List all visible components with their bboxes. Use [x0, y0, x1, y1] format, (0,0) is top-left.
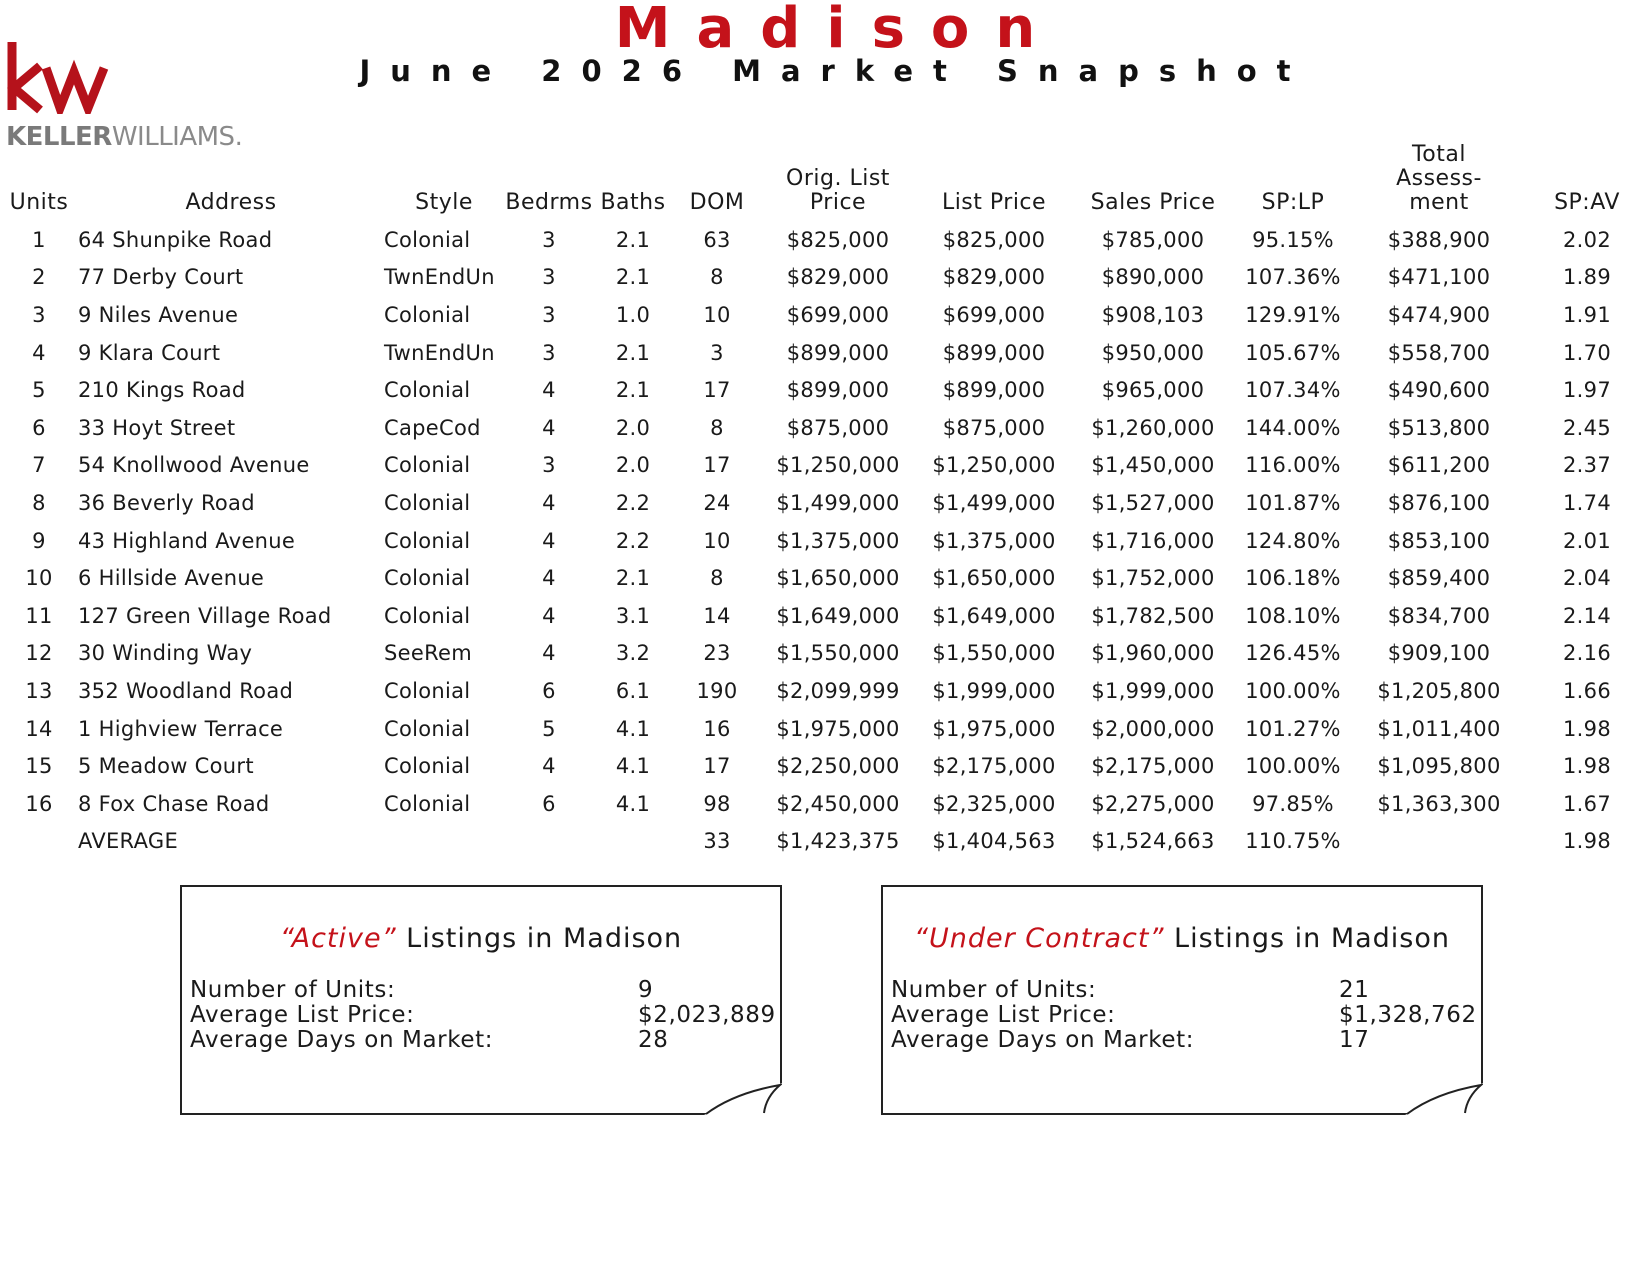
bedrooms-cell: 3 [542, 453, 556, 478]
style-cell: Colonial [384, 603, 471, 628]
list-price-cell: $2,325,000 [932, 791, 1056, 816]
orig-list-price-cell: $1,550,000 [776, 641, 900, 666]
active-listings-card [180, 885, 782, 1115]
list-price-cell: $829,000 [942, 265, 1046, 290]
list-price-cell: $1,999,000 [932, 678, 1056, 703]
list-price-cell: $1,975,000 [932, 716, 1056, 741]
sales-price-cell: $908,103 [1101, 302, 1205, 327]
total-assessment-cell: $611,200 [1387, 453, 1491, 478]
average-splp: 110.75% [1245, 829, 1341, 854]
unit-number-cell: 16 [25, 791, 53, 816]
style-cell: CapeCod [384, 415, 481, 440]
bedrooms-cell: 6 [542, 791, 556, 816]
baths-cell: 6.1 [615, 678, 651, 703]
baths-cell: 3.1 [615, 603, 651, 628]
total-assessment-cell: $471,100 [1387, 265, 1491, 290]
sales-price-cell: $890,000 [1101, 265, 1205, 290]
total-assessment-cell: $1,205,800 [1377, 678, 1501, 703]
sp-av-ratio-cell: 1.89 [1563, 265, 1611, 290]
bedrooms-cell: 4 [542, 415, 556, 440]
sales-price-cell: $1,450,000 [1091, 453, 1215, 478]
active-avg-dom-value: 28 [638, 1027, 669, 1053]
baths-cell: 2.2 [615, 490, 651, 515]
unit-number-cell: 8 [32, 490, 46, 515]
baths-cell: 2.1 [615, 265, 651, 290]
days-on-market-cell: 17 [703, 453, 731, 478]
style-cell: Colonial [384, 566, 471, 591]
table-row [0, 409, 1650, 447]
days-on-market-cell: 10 [703, 302, 731, 327]
baths-cell: 2.0 [615, 415, 651, 440]
list-price-cell: $1,250,000 [932, 453, 1056, 478]
active-units-label: Number of Units: [190, 977, 396, 1003]
unit-number-cell: 9 [32, 528, 46, 553]
orig-list-price-cell: $825,000 [786, 227, 890, 252]
list-price-cell: $899,000 [942, 378, 1046, 403]
baths-cell: 2.0 [615, 453, 651, 478]
orig-list-price-cell: $2,099,999 [776, 678, 900, 703]
sp-av-ratio-cell: 2.04 [1563, 566, 1611, 591]
table-row [0, 635, 1650, 673]
unit-number-cell: 1 [32, 227, 46, 252]
total-assessment-cell: $876,100 [1387, 490, 1491, 515]
sp-lp-ratio-cell: 105.67% [1245, 340, 1341, 365]
list-price-cell: $1,550,000 [932, 641, 1056, 666]
sp-av-ratio-cell: 2.37 [1563, 453, 1611, 478]
sp-av-ratio-cell: 2.14 [1563, 603, 1611, 628]
active-avg-list-value: $2,023,889 [638, 1002, 776, 1028]
orig-list-price-cell: $2,450,000 [776, 791, 900, 816]
total-assessment-cell: $474,900 [1387, 302, 1491, 327]
total-assessment-cell: $1,095,800 [1377, 754, 1501, 779]
sp-lp-ratio-cell: 144.00% [1245, 415, 1341, 440]
address-cell: 54 Knollwood Avenue [78, 453, 310, 478]
under-contract-avg-dom-value: 17 [1339, 1027, 1370, 1053]
unit-number-cell: 2 [32, 265, 46, 290]
sp-lp-ratio-cell: 101.87% [1245, 490, 1341, 515]
bedrooms-cell: 5 [542, 716, 556, 741]
bedrooms-cell: 3 [542, 340, 556, 365]
orig-list-price-cell: $1,649,000 [776, 603, 900, 628]
sp-lp-ratio-cell: 97.85% [1252, 791, 1334, 816]
sales-price-cell: $965,000 [1101, 378, 1205, 403]
bedrooms-cell: 4 [542, 754, 556, 779]
page-curl-icon [704, 1083, 782, 1115]
baths-cell: 2.1 [615, 227, 651, 252]
page-title: Madison [614, 0, 1062, 61]
unit-number-cell: 13 [25, 678, 53, 703]
under-contract-listings-card [881, 885, 1483, 1115]
sp-lp-ratio-cell: 108.10% [1245, 603, 1341, 628]
column-header: SP:AV [1554, 190, 1620, 215]
unit-number-cell: 14 [25, 716, 53, 741]
baths-cell: 3.2 [615, 641, 651, 666]
under-contract-title: “Under Contract” Listings in Madison [914, 923, 1450, 954]
days-on-market-cell: 17 [703, 378, 731, 403]
address-cell: 9 Niles Avenue [78, 302, 239, 327]
column-header: Units [9, 190, 69, 215]
total-assessment-cell: $909,100 [1387, 641, 1491, 666]
table-row [0, 710, 1650, 748]
active-avg-dom-label: Average Days on Market: [190, 1027, 494, 1053]
address-cell: 1 Highview Terrace [78, 716, 284, 741]
column-header: Total Assess-ment [1396, 142, 1482, 215]
days-on-market-cell: 3 [710, 340, 724, 365]
orig-list-price-cell: $2,250,000 [776, 754, 900, 779]
sp-lp-ratio-cell: 107.36% [1245, 265, 1341, 290]
sales-price-cell: $2,275,000 [1091, 791, 1215, 816]
sp-lp-ratio-cell: 107.34% [1245, 378, 1341, 403]
sp-av-ratio-cell: 1.74 [1563, 490, 1611, 515]
bedrooms-cell: 3 [542, 302, 556, 327]
sales-price-cell: $1,527,000 [1091, 490, 1215, 515]
style-cell: Colonial [384, 453, 471, 478]
days-on-market-cell: 24 [703, 490, 731, 515]
address-cell: 30 Winding Way [78, 641, 253, 666]
sales-price-cell: $950,000 [1101, 340, 1205, 365]
list-price-cell: $1,499,000 [932, 490, 1056, 515]
days-on-market-cell: 14 [703, 603, 731, 628]
total-assessment-cell: $859,400 [1387, 566, 1491, 591]
logo-wordmark: KELLERWILLIAMS. [6, 122, 243, 152]
average-label: AVERAGE [78, 829, 179, 854]
sp-av-ratio-cell: 2.01 [1563, 528, 1611, 553]
sp-lp-ratio-cell: 95.15% [1252, 227, 1334, 252]
unit-number-cell: 11 [25, 603, 53, 628]
bedrooms-cell: 4 [542, 641, 556, 666]
style-cell: Colonial [384, 678, 471, 703]
orig-list-price-cell: $899,000 [786, 340, 890, 365]
sales-price-cell: $1,960,000 [1091, 641, 1215, 666]
orig-list-price-cell: $875,000 [786, 415, 890, 440]
table-row [0, 447, 1650, 485]
under-contract-units-value: 21 [1339, 977, 1370, 1003]
address-cell: 8 Fox Chase Road [78, 791, 270, 816]
list-price-cell: $2,175,000 [932, 754, 1056, 779]
sales-price-cell: $1,752,000 [1091, 566, 1215, 591]
sp-lp-ratio-cell: 129.91% [1245, 302, 1341, 327]
table-row [0, 334, 1650, 372]
under-contract-units-label: Number of Units: [891, 977, 1097, 1003]
style-cell: Colonial [384, 227, 471, 252]
average-sales: $1,524,663 [1091, 829, 1215, 854]
days-on-market-cell: 10 [703, 528, 731, 553]
address-cell: 352 Woodland Road [78, 678, 294, 703]
total-assessment-cell: $513,800 [1387, 415, 1491, 440]
active-avg-list-label: Average List Price: [190, 1002, 415, 1028]
style-cell: Colonial [384, 791, 471, 816]
under-contract-avg-list-value: $1,328,762 [1339, 1002, 1477, 1028]
unit-number-cell: 4 [32, 340, 46, 365]
average-spav: 1.98 [1563, 829, 1611, 854]
column-header: List Price [941, 190, 1047, 215]
unit-number-cell: 7 [32, 453, 46, 478]
sp-lp-ratio-cell: 100.00% [1245, 678, 1341, 703]
style-cell: Colonial [384, 528, 471, 553]
column-header: Orig. List Price [786, 166, 890, 215]
sp-lp-ratio-cell: 126.45% [1245, 641, 1341, 666]
sales-price-cell: $2,175,000 [1091, 754, 1215, 779]
sales-price-cell: $1,782,500 [1091, 603, 1215, 628]
sales-price-cell: $1,260,000 [1091, 415, 1215, 440]
total-assessment-cell: $834,700 [1387, 603, 1491, 628]
sp-lp-ratio-cell: 124.80% [1245, 528, 1341, 553]
column-header: SP:LP [1261, 190, 1325, 215]
list-price-cell: $1,649,000 [932, 603, 1056, 628]
table-row [0, 221, 1650, 259]
table-row [0, 371, 1650, 409]
sp-lp-ratio-cell: 106.18% [1245, 566, 1341, 591]
address-cell: 6 Hillside Avenue [78, 566, 265, 591]
style-cell: Colonial [384, 302, 471, 327]
address-cell: 210 Kings Road [78, 378, 246, 403]
table-row [0, 484, 1650, 522]
address-cell: 43 Highland Avenue [78, 528, 296, 553]
orig-list-price-cell: $829,000 [786, 265, 890, 290]
sp-lp-ratio-cell: 100.00% [1245, 754, 1341, 779]
column-header: Sales Price [1090, 190, 1216, 215]
bedrooms-cell: 4 [542, 378, 556, 403]
baths-cell: 4.1 [615, 791, 651, 816]
total-assessment-cell: $1,011,400 [1377, 716, 1501, 741]
sp-lp-ratio-cell: 101.27% [1245, 716, 1341, 741]
orig-list-price-cell: $1,650,000 [776, 566, 900, 591]
average-row [0, 823, 1650, 861]
sp-av-ratio-cell: 2.16 [1563, 641, 1611, 666]
sp-av-ratio-cell: 1.98 [1563, 754, 1611, 779]
total-assessment-cell: $558,700 [1387, 340, 1491, 365]
sp-av-ratio-cell: 1.97 [1563, 378, 1611, 403]
baths-cell: 1.0 [615, 302, 651, 327]
average-dom: 33 [703, 829, 731, 854]
sp-av-ratio-cell: 1.67 [1563, 791, 1611, 816]
total-assessment-cell: $490,600 [1387, 378, 1491, 403]
unit-number-cell: 12 [25, 641, 53, 666]
bedrooms-cell: 3 [542, 227, 556, 252]
baths-cell: 4.1 [615, 754, 651, 779]
list-price-cell: $1,650,000 [932, 566, 1056, 591]
column-header: DOM [689, 190, 745, 215]
column-header: Style [415, 190, 473, 215]
page-subtitle: June 2026 Market Snapshot [359, 54, 1311, 88]
days-on-market-cell: 8 [710, 265, 724, 290]
orig-list-price-cell: $1,975,000 [776, 716, 900, 741]
sales-price-cell: $1,716,000 [1091, 528, 1215, 553]
address-cell: 64 Shunpike Road [78, 227, 273, 252]
sales-price-cell: $785,000 [1101, 227, 1205, 252]
unit-number-cell: 10 [25, 566, 53, 591]
active-listings-title: “Active” Listings in Madison [279, 923, 683, 954]
table-row [0, 672, 1650, 710]
style-cell: Colonial [384, 490, 471, 515]
sp-av-ratio-cell: 1.91 [1563, 302, 1611, 327]
sales-price-cell: $1,999,000 [1091, 678, 1215, 703]
days-on-market-cell: 8 [710, 566, 724, 591]
under-contract-avg-dom-label: Average Days on Market: [891, 1027, 1195, 1053]
days-on-market-cell: 8 [710, 415, 724, 440]
table-row [0, 559, 1650, 597]
sp-av-ratio-cell: 2.02 [1563, 227, 1611, 252]
style-cell: Colonial [384, 716, 471, 741]
address-cell: 127 Green Village Road [78, 603, 332, 628]
unit-number-cell: 5 [32, 378, 46, 403]
style-cell: TwnEndUn [384, 265, 495, 290]
average-orig-list: $1,423,375 [776, 829, 900, 854]
style-cell: TwnEndUn [384, 340, 495, 365]
table-row [0, 522, 1650, 560]
total-assessment-cell: $1,363,300 [1377, 791, 1501, 816]
table-row [0, 296, 1650, 334]
under-contract-avg-list-label: Average List Price: [891, 1002, 1116, 1028]
table-row [0, 747, 1650, 785]
address-cell: 33 Hoyt Street [78, 415, 236, 440]
orig-list-price-cell: $1,499,000 [776, 490, 900, 515]
baths-cell: 4.1 [615, 716, 651, 741]
orig-list-price-cell: $699,000 [786, 302, 890, 327]
style-cell: Colonial [384, 378, 471, 403]
address-cell: 9 Klara Court [78, 340, 221, 365]
days-on-market-cell: 63 [703, 227, 731, 252]
list-price-cell: $899,000 [942, 340, 1046, 365]
sp-av-ratio-cell: 1.66 [1563, 678, 1611, 703]
average-list: $1,404,563 [932, 829, 1056, 854]
total-assessment-cell: $388,900 [1387, 227, 1491, 252]
table-header-row [0, 143, 1650, 221]
orig-list-price-cell: $1,250,000 [776, 453, 900, 478]
sp-av-ratio-cell: 2.45 [1563, 415, 1611, 440]
days-on-market-cell: 17 [703, 754, 731, 779]
unit-number-cell: 15 [25, 754, 53, 779]
address-cell: 5 Meadow Court [78, 754, 254, 779]
baths-cell: 2.2 [615, 528, 651, 553]
bedrooms-cell: 4 [542, 490, 556, 515]
column-header: Baths [600, 190, 666, 215]
style-cell: SeeRem [384, 641, 472, 666]
column-header: Bedrms [505, 190, 593, 215]
address-cell: 77 Derby Court [78, 265, 244, 290]
baths-cell: 2.1 [615, 340, 651, 365]
table-row [0, 785, 1650, 823]
orig-list-price-cell: $899,000 [786, 378, 890, 403]
active-units-value: 9 [638, 977, 654, 1003]
address-cell: 36 Beverly Road [78, 490, 255, 515]
days-on-market-cell: 98 [703, 791, 731, 816]
table-row [0, 259, 1650, 297]
baths-cell: 2.1 [615, 566, 651, 591]
list-price-cell: $875,000 [942, 415, 1046, 440]
days-on-market-cell: 190 [696, 678, 738, 703]
sp-av-ratio-cell: 1.70 [1563, 340, 1611, 365]
table-row [0, 597, 1650, 635]
unit-number-cell: 3 [32, 302, 46, 327]
bedrooms-cell: 4 [542, 603, 556, 628]
style-cell: Colonial [384, 754, 471, 779]
baths-cell: 2.1 [615, 378, 651, 403]
bedrooms-cell: 6 [542, 678, 556, 703]
days-on-market-cell: 16 [703, 716, 731, 741]
days-on-market-cell: 23 [703, 641, 731, 666]
page-curl-icon [1405, 1083, 1483, 1115]
column-header: Address [185, 190, 277, 215]
list-price-cell: $699,000 [942, 302, 1046, 327]
list-price-cell: $1,375,000 [932, 528, 1056, 553]
sp-av-ratio-cell: 1.98 [1563, 716, 1611, 741]
unit-number-cell: 6 [32, 415, 46, 440]
list-price-cell: $825,000 [942, 227, 1046, 252]
table-body [0, 221, 1650, 823]
sales-table [0, 143, 1650, 860]
bedrooms-cell: 3 [542, 265, 556, 290]
total-assessment-cell: $853,100 [1387, 528, 1491, 553]
bedrooms-cell: 4 [542, 528, 556, 553]
orig-list-price-cell: $1,375,000 [776, 528, 900, 553]
sales-price-cell: $2,000,000 [1091, 716, 1215, 741]
bedrooms-cell: 4 [542, 566, 556, 591]
sp-lp-ratio-cell: 116.00% [1245, 453, 1341, 478]
